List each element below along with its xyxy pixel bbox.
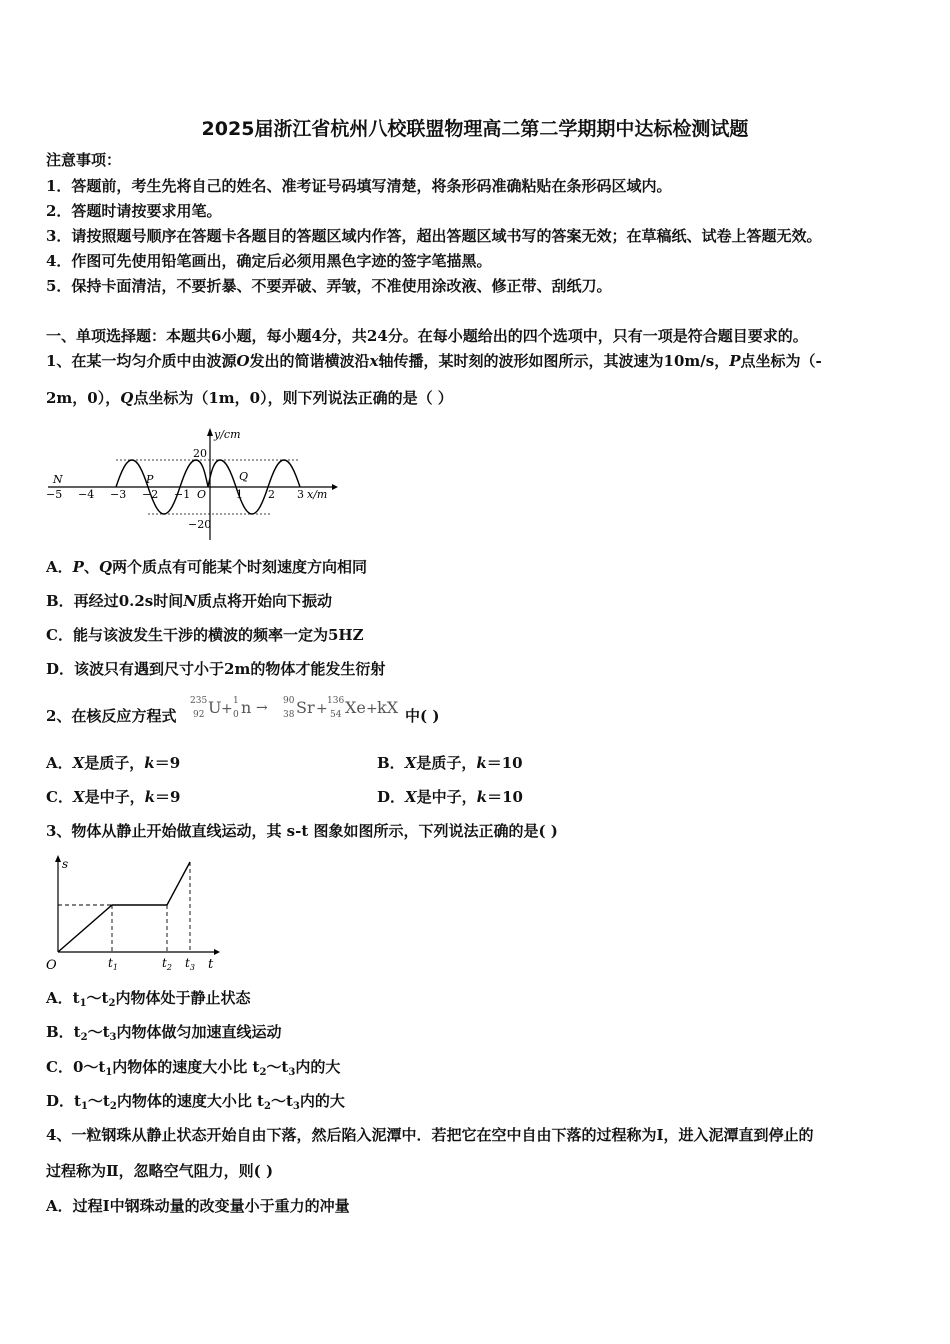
section-heading: 一、单项选择题：本题共6小题，每小题4分，共24分。在每小题给出的四个选项中，只有一项是符合题目要求的。 xyxy=(46,327,808,345)
svg-text:Xe: Xe xyxy=(345,698,366,717)
x-tick-label: −3 xyxy=(110,488,127,501)
question-3-option-d: D．$t_1\sim t_2$内物体的速度大小比 $t_2\sim t_3$内的大 xyxy=(46,1092,345,1112)
question-1-option-c: C．能与该波发生干涉的横波的频率一定为5HZ xyxy=(46,626,364,644)
svg-text:136: 136 xyxy=(327,696,345,706)
svg-text:kX: kX xyxy=(377,698,399,717)
y-tick-label: 20 xyxy=(193,447,207,460)
s-axis-label: s xyxy=(62,857,69,871)
x-tick-label: −2 xyxy=(142,488,159,501)
svg-text:0: 0 xyxy=(233,710,239,720)
question-4-line-1: 4、一粒钢珠从静止状态开始自由下落，然后陷入泥潭中．若把它在空中自由下落的过程称为Ⅰ，进入泥潭直到停止的 xyxy=(46,1126,814,1144)
svg-text:→: → xyxy=(256,700,268,716)
question-2-option-c: C．X是中子，k＝9 xyxy=(46,788,181,806)
svg-text:90: 90 xyxy=(283,696,295,706)
question-3-stem: 3、物体从静止开始做直线运动，其 s-t 图象如图所示，下列说法正确的是( ) xyxy=(46,822,558,840)
y-axis-label: y/cm xyxy=(214,428,241,441)
origin-label: O xyxy=(46,958,57,973)
x-tick-label: O xyxy=(197,488,207,501)
notice-item: 3．请按照题号顺序在答题卡各题目的答题区域内作答，超出答题区域书写的答案无效；在草稿纸、试卷上答题无效。 xyxy=(46,227,822,245)
t-axis-label: t xyxy=(208,957,214,972)
s-t-curve xyxy=(58,862,190,952)
question-1-line-2: 2m，0），Q点坐标为（1m，0），则下列说法正确的是（ ） xyxy=(46,389,453,407)
question-1-option-b: B．再经过0.2s时间N质点将开始向下振动 xyxy=(46,592,332,610)
svg-text:+: + xyxy=(221,701,233,717)
notice-item: 2．答题时请按要求用笔。 xyxy=(46,202,222,220)
svg-text:+: + xyxy=(316,701,328,717)
nuclear-equation xyxy=(190,692,405,724)
notice-item: 4．作图可先使用铅笔画出，确定后必须用黑色字迹的签字笔描黑。 xyxy=(46,252,492,270)
x-tick-label: 1 xyxy=(236,488,243,501)
question-3-option-c: C．$0\sim t_1$内物体的速度大小比 $t_2\sim t_3$内的大 xyxy=(46,1058,341,1078)
point-q-label: Q xyxy=(239,470,249,483)
notice-heading: 注意事项： xyxy=(46,151,122,169)
question-2-option-b: B．X是质子，k＝10 xyxy=(377,754,523,772)
svg-text:+: + xyxy=(366,701,378,717)
page-title: 2025届浙江省杭州八校联盟物理高二第二学期期中达标检测试题 xyxy=(201,118,749,140)
svg-text:Sr: Sr xyxy=(296,698,315,717)
question-1-option-a: A．P、Q两个质点有可能某个时刻速度方向相同 xyxy=(46,558,368,576)
question-2-tail: 中( ) xyxy=(405,707,440,725)
svg-text:92: 92 xyxy=(193,710,205,720)
t3-label: $t_3$ xyxy=(185,956,195,972)
svg-text:235: 235 xyxy=(190,696,208,706)
question-4-line-2: 过程称为Ⅱ，忽略空气阻力，则( ) xyxy=(46,1162,274,1180)
x-tick-label: 3 xyxy=(297,488,304,501)
question-2-option-d: D．X是中子，k＝10 xyxy=(377,788,523,806)
point-n-label: N xyxy=(53,473,63,486)
x-tick-label: −1 xyxy=(174,488,191,501)
svg-text:U: U xyxy=(208,698,222,717)
y-tick-label: −20 xyxy=(188,518,212,531)
wave-graph xyxy=(44,424,344,544)
t2-label: $t_2$ xyxy=(162,956,172,972)
question-2-stem: 2、在核反应方程式 xyxy=(46,707,177,725)
notice-item: 1．答题前，考生先将自己的姓名、准考证号码填写清楚，将条形码准确粘贴在条形码区域内。 xyxy=(46,177,672,195)
question-3-option-b: B．$t_2\sim t_3$内物体做匀加速直线运动 xyxy=(46,1023,282,1043)
question-2-option-a: A．X是质子，k＝9 xyxy=(46,754,181,772)
svg-text:n: n xyxy=(241,698,252,717)
point-p-label: P xyxy=(146,473,154,486)
svg-text:54: 54 xyxy=(330,710,342,720)
x-tick-label: 2 xyxy=(268,488,275,501)
x-axis-label: x/m xyxy=(307,488,328,501)
notice-item: 5．保持卡面清洁，不要折暴、不要弄破、弄皱，不准使用涂改液、修正带、刮纸刀。 xyxy=(46,277,612,295)
x-tick-label: −5 xyxy=(46,488,63,501)
t1-label: $t_1$ xyxy=(108,956,118,972)
question-4-option-a: A．过程Ⅰ中钢珠动量的改变量小于重力的冲量 xyxy=(46,1197,350,1215)
svg-text:1: 1 xyxy=(233,696,239,706)
question-3-option-a: A．$t_1\sim t_2$内物体处于静止状态 xyxy=(46,989,251,1009)
x-tick-label: −4 xyxy=(78,488,95,501)
question-1-option-d: D．该波只有遇到尺寸小于2m的物体才能发生衍射 xyxy=(46,660,386,678)
svg-text:38: 38 xyxy=(283,710,295,720)
question-1-line-1: 1、在某一均匀介质中由波源O发出的简谐横波沿x轴传播，某时刻的波形如图所示，其波速为10m/s，P点坐标为（- xyxy=(46,352,822,370)
s-t-graph xyxy=(44,850,224,975)
